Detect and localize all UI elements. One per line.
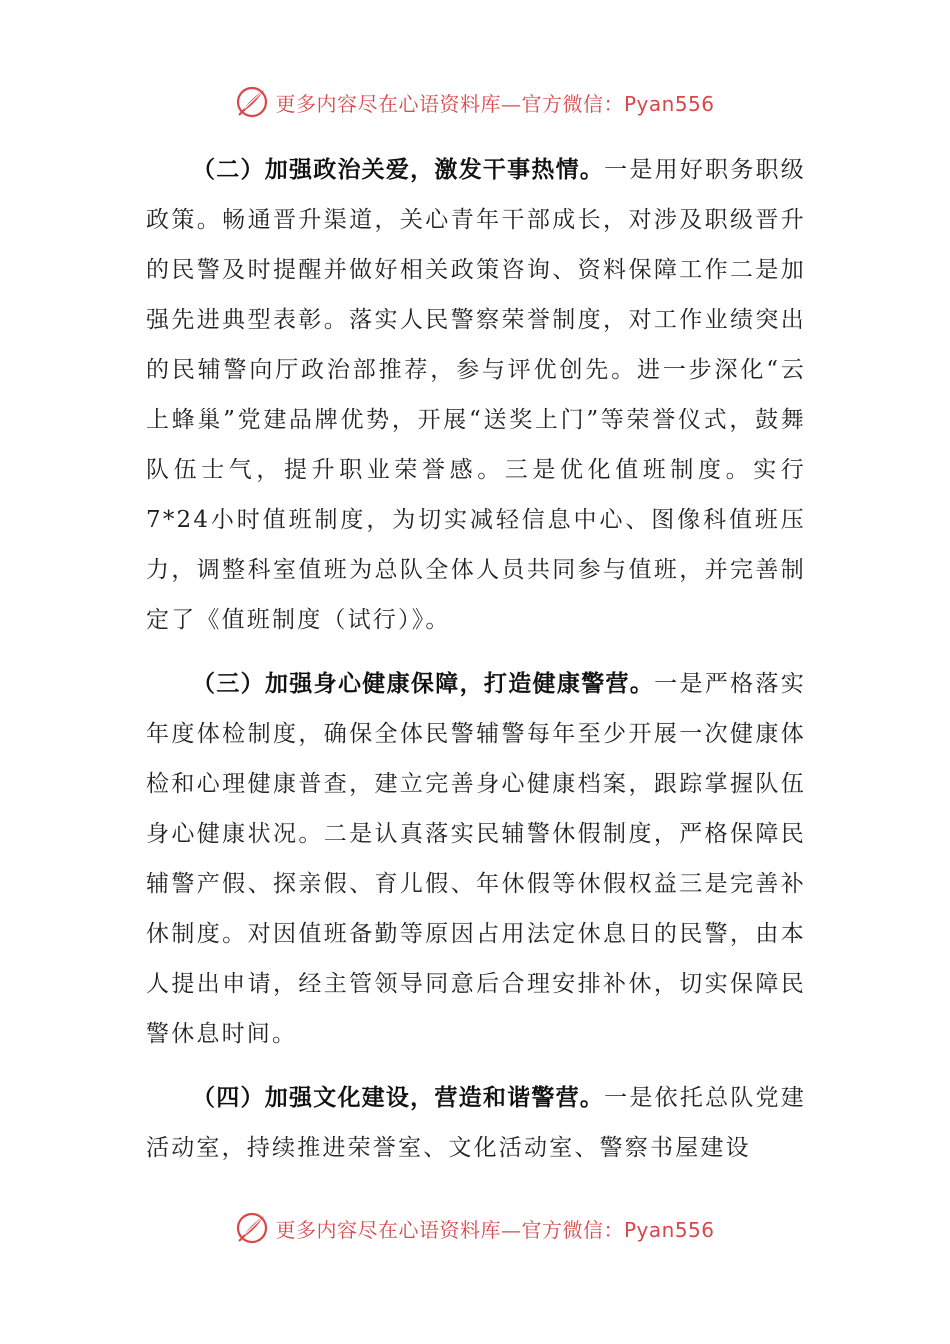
- section-heading: （二）加强政治关爱，激发干事热情。: [192, 156, 605, 183]
- banner-text: [275, 88, 714, 117]
- footer-banner: [0, 1206, 950, 1250]
- banner-wechat-id: Pyan556: [623, 1217, 715, 1242]
- section-body: 一是依托总队党建活动室，持续推进荣誉室、文化活动室、警察书屋建设: [146, 1085, 806, 1161]
- section-body: 一是严格落实年度体检制度，确保全体民警辅警每年至少开展一次健康体检和心理健康普查，建立完善身心健康档案，跟踪掌握队伍身心健康状况。二是认真落实民辅警休假制度，严格保障民辅警产假、探亲假、育儿假、年休假等休假权益三是完善补休制度。对因值班备勤等原因占用法定休息日的民警，由本人提出申请，经主管领导同意后合理安排补休，切实保障民警休息时间。: [146, 671, 806, 1047]
- feather-pen-logo-icon: [235, 85, 269, 119]
- banner-wechat-id: Pyan556: [623, 91, 715, 116]
- header-banner: [0, 80, 950, 124]
- paragraph-3: [146, 659, 806, 1059]
- section-heading: （四）加强文化建设，营造和谐警营。: [192, 1084, 605, 1111]
- paragraph-2: [146, 145, 806, 645]
- document-body: [146, 145, 806, 1187]
- section-heading: （三）加强身心健康保障，打造健康警营。: [192, 670, 655, 697]
- section-body: 一是用好职务职级政策。畅通晋升渠道，关心青年干部成长，对涉及职级晋升的民警及时提醒并做好相关政策咨询、资料保障工作二是加强先进典型表彰。落实人民警察荣誉制度，对工作业绩突出的民辅警向厅政治部推荐，参与评优创先。进一步深化“云上蜂巢”党建品牌优势，开展“送奖上门”等荣誉仪式，鼓舞队伍士气，提升职业荣誉感。三是优化值班制度。实行7*24小时值班制度，为切实减轻信息中心、图像科值班压力，调整科室值班为总队全体人员共同参与值班，并完善制定了《值班制度（试行）》。: [146, 157, 806, 633]
- banner-slogan: 更多内容尽在心语资料库—官方微信：: [275, 91, 624, 116]
- paragraph-4: [146, 1073, 806, 1173]
- banner-text: [275, 1214, 714, 1243]
- banner-slogan: 更多内容尽在心语资料库—官方微信：: [275, 1217, 624, 1242]
- feather-pen-logo-icon: [235, 1211, 269, 1245]
